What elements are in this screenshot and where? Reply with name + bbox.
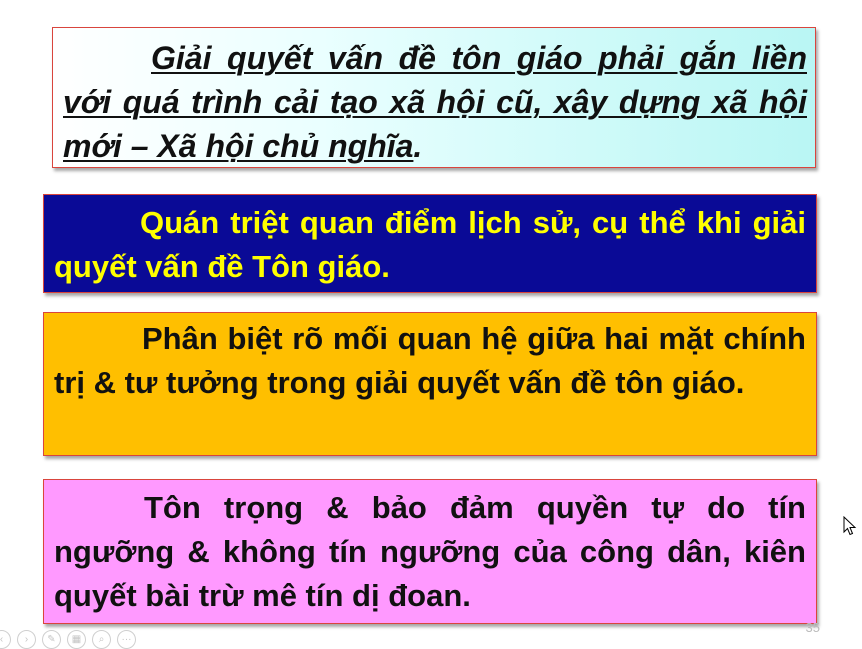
previous-icon: ‹ <box>0 633 4 645</box>
text-box-1-period: . <box>413 128 423 164</box>
text-box-freedom-of-belief <box>43 479 817 624</box>
more-options-icon: ··· <box>121 633 132 645</box>
slideshow-toolbar <box>0 630 136 649</box>
text-box-historical-viewpoint <box>43 194 817 293</box>
pen-icon: ✎ <box>47 633 56 645</box>
text-box-2-text: Quán triệt quan điểm lịch sử, cụ thể khi giải quyết vấn đề Tôn giáo. <box>54 205 806 284</box>
more-options-button[interactable] <box>117 630 136 649</box>
slides-grid-icon: ▦ <box>71 633 82 645</box>
previous-slide-button[interactable] <box>0 630 11 649</box>
zoom-icon: ⌕ <box>98 633 105 645</box>
see-all-slides-button[interactable] <box>67 630 86 649</box>
text-box-socialist-society <box>52 27 816 168</box>
text-box-political-ideological <box>43 312 817 456</box>
text-box-4-text: Tôn trọng & bảo đảm quyền tự do tín ngưỡng & không tín ngưỡng của công dân, kiên quyết bài trừ mê tín dị đoan. <box>54 490 806 613</box>
slide-page-number: 35 <box>805 620 820 635</box>
next-icon: › <box>24 633 29 645</box>
text-box-3-text: Phân biệt rõ mối quan hệ giữa hai mặt chính trị & tư tưởng trong giải quyết vấn đề tôn giáo. <box>54 321 806 400</box>
text-box-1-underlined-text: Giải quyết vấn đề tôn giáo phải gắn liền với quá trình cải tạo xã hội cũ, xây dựng xã hội mới – Xã hội chủ nghĩa <box>63 40 807 164</box>
pen-tool-button[interactable] <box>42 630 61 649</box>
mouse-pointer-icon <box>843 516 857 536</box>
zoom-button[interactable] <box>92 630 111 649</box>
next-slide-button[interactable] <box>17 630 36 649</box>
